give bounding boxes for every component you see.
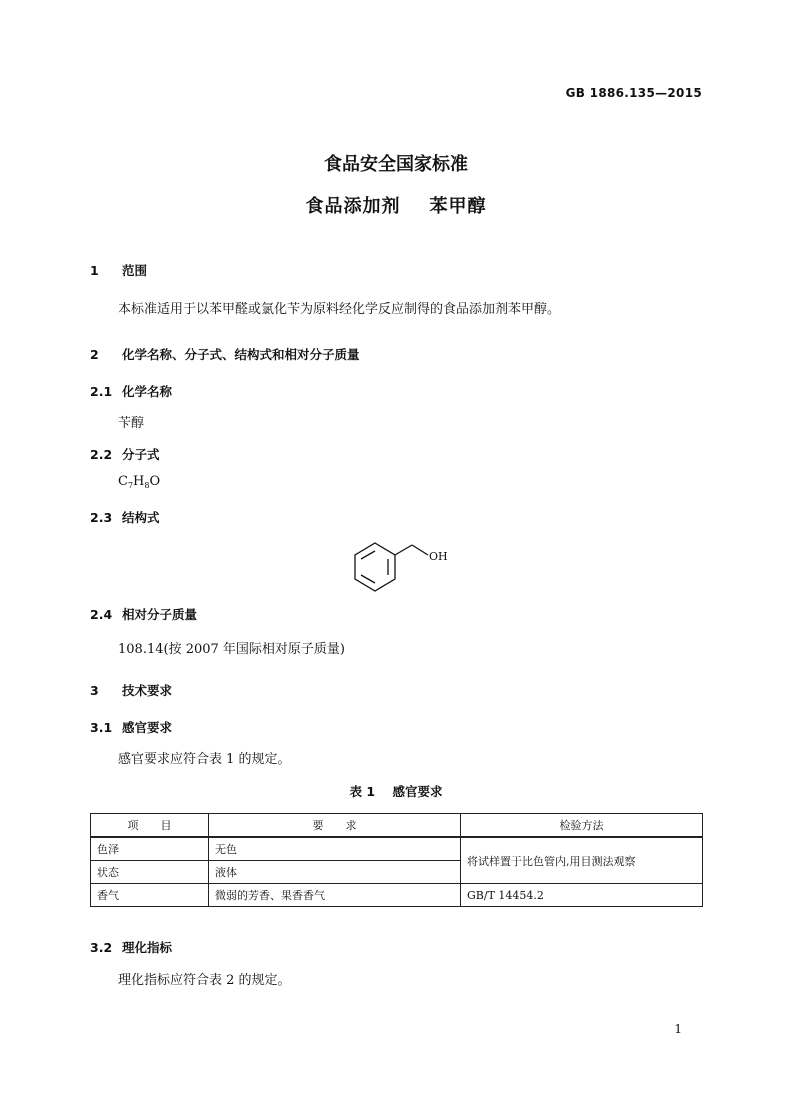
section-2-4-heading	[90, 605, 197, 623]
cell-item: 色泽	[91, 837, 209, 861]
header-method: 检验方法	[461, 814, 703, 838]
section-title: 化学名称、分子式、结构式和相对分子质量	[122, 347, 360, 362]
section-1-text: 本标准适用于以苯甲醛或氯化苄为原料经化学反应制得的食品添加剂苯甲醇。	[118, 302, 561, 317]
section-number: 2	[90, 347, 99, 362]
section-title: 化学名称	[122, 384, 173, 399]
section-number: 2.4	[90, 607, 113, 622]
cell-requirement: 液体	[209, 861, 461, 884]
section-3-1-text: 感官要求应符合表 1 的规定。	[118, 752, 291, 767]
section-number: 2.1	[90, 384, 113, 399]
section-3-2-heading	[90, 938, 172, 956]
section-number: 3.1	[90, 720, 113, 735]
cell-method: GB/T 14454.2	[461, 884, 703, 907]
header-item: 项 目	[91, 814, 209, 838]
section-title: 感官要求	[122, 720, 173, 735]
standard-code: GB 1886.135—2015	[565, 86, 702, 100]
section-number: 3	[90, 683, 99, 698]
cell-item: 香气	[91, 884, 209, 907]
molecular-mass: 108.14(按 2007 年国际相对原子质量)	[118, 642, 345, 657]
section-3-heading	[90, 681, 172, 699]
section-3-2-text: 理化指标应符合表 2 的规定。	[118, 973, 291, 988]
section-title: 分子式	[122, 447, 160, 462]
section-2-3-heading	[90, 508, 160, 526]
section-title: 相对分子质量	[122, 607, 198, 622]
table-header-row	[91, 814, 703, 838]
section-title: 范围	[122, 263, 148, 278]
cell-method-merged: 将试样置于比色管内,用目测法观察	[461, 837, 703, 884]
table-row	[91, 884, 703, 907]
section-2-1-heading	[90, 382, 172, 400]
section-title: 技术要求	[122, 683, 173, 698]
cell-requirement: 微弱的芳香、果香香气	[209, 884, 461, 907]
table-1-caption: 表 1 感官要求	[349, 784, 443, 799]
section-number: 1	[90, 263, 99, 278]
doc-title-line2: 食品添加剂 苯甲醇	[305, 196, 487, 217]
page-number: 1	[674, 1022, 682, 1036]
section-1-heading	[90, 261, 147, 279]
oh-label: OH	[429, 550, 448, 563]
section-title: 理化指标	[122, 940, 173, 955]
sensory-requirements-table	[90, 813, 703, 907]
section-number: 2.2	[90, 447, 113, 462]
chemical-name: 苄醇	[118, 416, 145, 431]
cell-item: 状态	[91, 861, 209, 884]
section-title: 结构式	[122, 510, 160, 525]
doc-title-line1: 食品安全国家标准	[324, 154, 468, 175]
molecular-formula: $C_7H_8O$	[118, 474, 161, 490]
section-3-1-heading	[90, 718, 172, 736]
table-row	[91, 837, 703, 861]
cell-requirement: 无色	[209, 837, 461, 861]
section-2-heading	[90, 345, 360, 363]
section-number: 3.2	[90, 940, 113, 955]
section-number: 2.3	[90, 510, 113, 525]
header-requirement: 要 求	[209, 814, 461, 838]
structural-formula	[330, 532, 470, 594]
section-2-2-heading	[90, 445, 160, 463]
